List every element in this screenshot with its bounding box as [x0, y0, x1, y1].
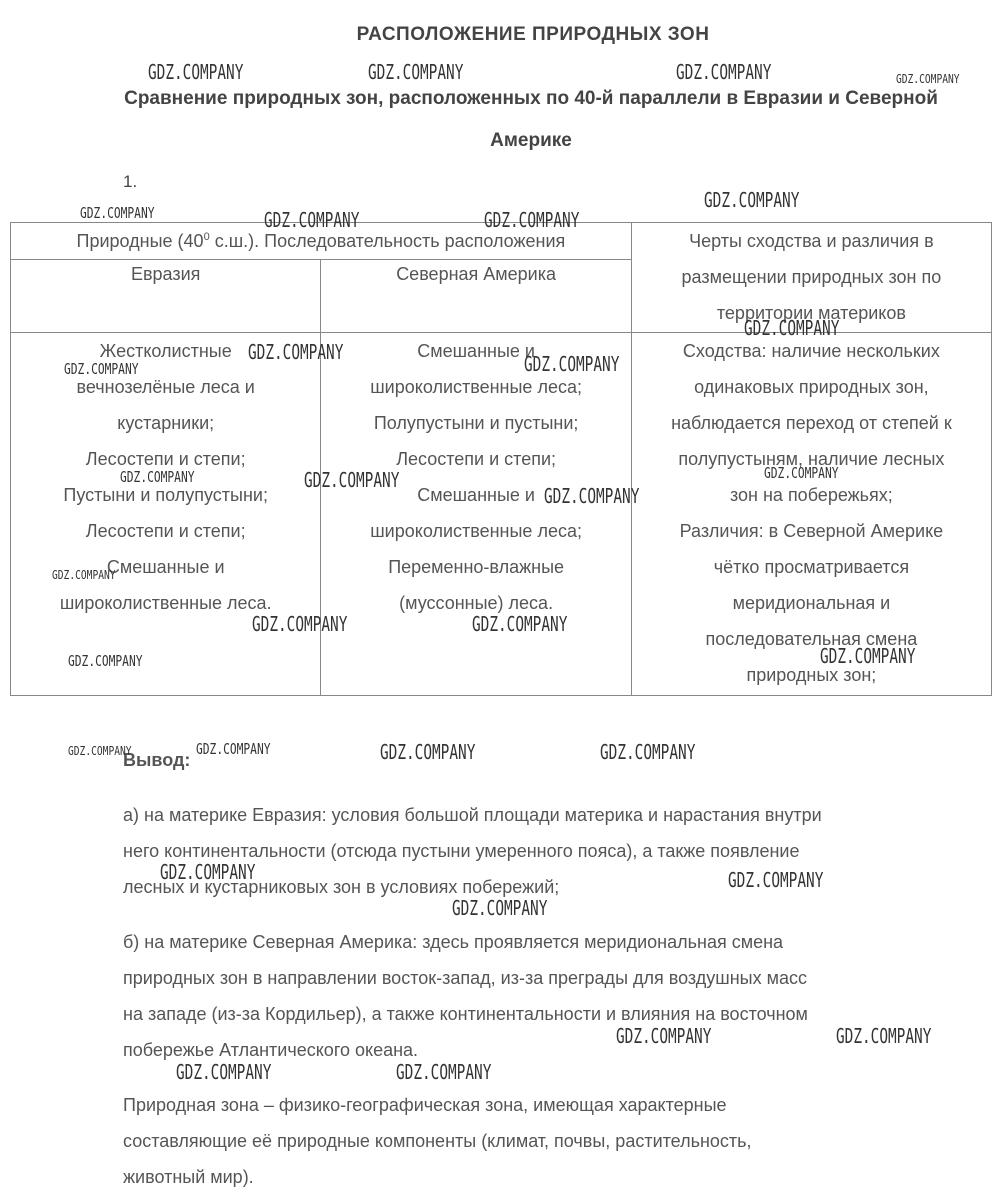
- eurasia-line: вечнозелёные леса и: [76, 377, 255, 397]
- conclusion-line: него континентальности (отсюда пустыни умеренного пояса), а также появление: [123, 841, 800, 861]
- degree-sup: 0: [203, 231, 210, 243]
- header-namerica: Северная Америка: [321, 260, 631, 333]
- conclusion-line: а) на материке Евразия: условия большой площади материка и нарастания внутри: [123, 805, 822, 825]
- eurasia-line: широколиственные леса.: [59, 593, 272, 613]
- page-subtitle: Сравнение природных зон, расположенных по 40-й параллели в Евразии и Северной Америке: [124, 88, 938, 151]
- traits-line: природных зон;: [746, 665, 877, 685]
- watermark: GDZ.COMPANY: [836, 1024, 932, 1048]
- conclusion-eurasia: [123, 797, 953, 905]
- watermark: GDZ.COMPANY: [820, 644, 916, 668]
- watermark: GDZ.COMPANY: [304, 468, 400, 492]
- watermark: GDZ.COMPANY: [120, 468, 195, 486]
- namerica-line: (муссонные) леса.: [399, 593, 554, 613]
- watermark: GDZ.COMPANY: [484, 208, 580, 232]
- namerica-line: Смешанные и: [417, 341, 535, 361]
- watermark: GDZ.COMPANY: [248, 340, 344, 364]
- header-traits-text: Черты сходства и различия в размещении природных зон по территории материков: [681, 231, 942, 323]
- definition: [123, 1087, 953, 1195]
- eurasia-line: Жестколистные: [99, 341, 232, 361]
- traits-line: Различия: в Северной Америке: [679, 521, 944, 541]
- watermark: GDZ.COMPANY: [252, 612, 348, 636]
- watermark: GDZ.COMPANY: [368, 60, 464, 84]
- watermark: GDZ.COMPANY: [728, 868, 824, 892]
- eurasia-line: Лесостепи и степи;: [85, 449, 246, 469]
- watermark: GDZ.COMPANY: [600, 740, 696, 764]
- namerica-line: Переменно-влажные: [388, 557, 565, 577]
- watermark: GDZ.COMPANY: [676, 60, 772, 84]
- eurasia-cell: [11, 333, 321, 696]
- watermark: GDZ.COMPANY: [176, 1060, 272, 1084]
- watermark: GDZ.COMPANY: [264, 208, 360, 232]
- watermark: GDZ.COMPANY: [380, 740, 476, 764]
- definition-line: животный мир).: [123, 1167, 254, 1187]
- conclusion-namerica: [123, 924, 953, 1068]
- eurasia-line: кустарники;: [117, 413, 215, 433]
- watermark: GDZ.COMPANY: [148, 60, 244, 84]
- definition-line: составляющие её природные компоненты (климат, почвы, растительность,: [123, 1131, 752, 1151]
- watermark: GDZ.COMPANY: [52, 568, 116, 582]
- traits-line: последовательная смена: [705, 629, 918, 649]
- eurasia-line: Лесостепи и степи;: [85, 521, 246, 541]
- header-sequence-prefix: Природные (40: [76, 231, 204, 251]
- watermark: GDZ.COMPANY: [544, 484, 640, 508]
- task-number: 1.: [123, 172, 138, 191]
- watermark: GDZ.COMPANY: [64, 360, 139, 378]
- watermark: GDZ.COMPANY: [160, 860, 256, 884]
- conclusion-line: на западе (из-за Кордильер), а также континентальности и влияния на восточном: [123, 1004, 808, 1024]
- page-title: РАСПОЛОЖЕНИЕ ПРИРОДНЫХ ЗОН: [356, 24, 710, 45]
- watermark: GDZ.COMPANY: [896, 72, 960, 86]
- watermark: GDZ.COMPANY: [744, 316, 840, 340]
- traits-line: Сходства: наличие нескольких: [682, 341, 940, 361]
- conclusion-line: б) на материке Северная Америка: здесь проявляется меридиональная смена: [123, 932, 784, 952]
- conclusion-line: лесных и кустарниковых зон в условиях побережий;: [123, 877, 560, 897]
- watermark: GDZ.COMPANY: [472, 612, 568, 636]
- watermark: GDZ.COMPANY: [396, 1060, 492, 1084]
- traits-line: меридиональная и: [732, 593, 891, 613]
- watermark: GDZ.COMPANY: [452, 896, 548, 920]
- traits-line: наблюдается переход от степей к: [671, 413, 952, 433]
- watermark: GDZ.COMPANY: [80, 204, 155, 222]
- namerica-cell: [321, 333, 631, 696]
- watermark: GDZ.COMPANY: [704, 188, 800, 212]
- namerica-line: широколиственные леса;: [370, 521, 582, 541]
- traits-line: полупустыням, наличие лесных: [678, 449, 945, 469]
- namerica-line: Лесостепи и степи;: [396, 449, 557, 469]
- eurasia-line: Пустыни и полупустыни;: [63, 485, 268, 505]
- namerica-line: Полупустыни и пустыни;: [373, 413, 579, 433]
- watermark: GDZ.COMPANY: [196, 740, 271, 758]
- traits-line: одинаковых природных зон,: [694, 377, 929, 397]
- traits-line: зон на побережьях;: [729, 485, 893, 505]
- definition-line: Природная зона – физико-географическая зона, имеющая характерные: [123, 1095, 727, 1115]
- conclusion-label: Вывод:: [123, 750, 191, 770]
- conclusion-line: побережье Атлантического океана.: [123, 1040, 419, 1060]
- traits-cell: [631, 333, 991, 696]
- header-eurasia: Евразия: [11, 260, 321, 333]
- traits-line: чётко просматривается: [713, 557, 910, 577]
- watermark: GDZ.COMPANY: [68, 652, 143, 670]
- namerica-line: широколиственные леса;: [370, 377, 582, 397]
- watermark: GDZ.COMPANY: [524, 352, 620, 376]
- header-sequence-suffix: с.ш.). Последовательность расположения: [209, 231, 566, 251]
- watermark: GDZ.COMPANY: [68, 744, 132, 758]
- conclusion-line: природных зон в направлении восток-запад, из-за преграды для воздушных масс: [123, 968, 807, 988]
- eurasia-line: Смешанные и: [106, 557, 225, 577]
- namerica-line: Смешанные и: [417, 485, 535, 505]
- watermark: GDZ.COMPANY: [616, 1024, 712, 1048]
- watermark: GDZ.COMPANY: [764, 464, 839, 482]
